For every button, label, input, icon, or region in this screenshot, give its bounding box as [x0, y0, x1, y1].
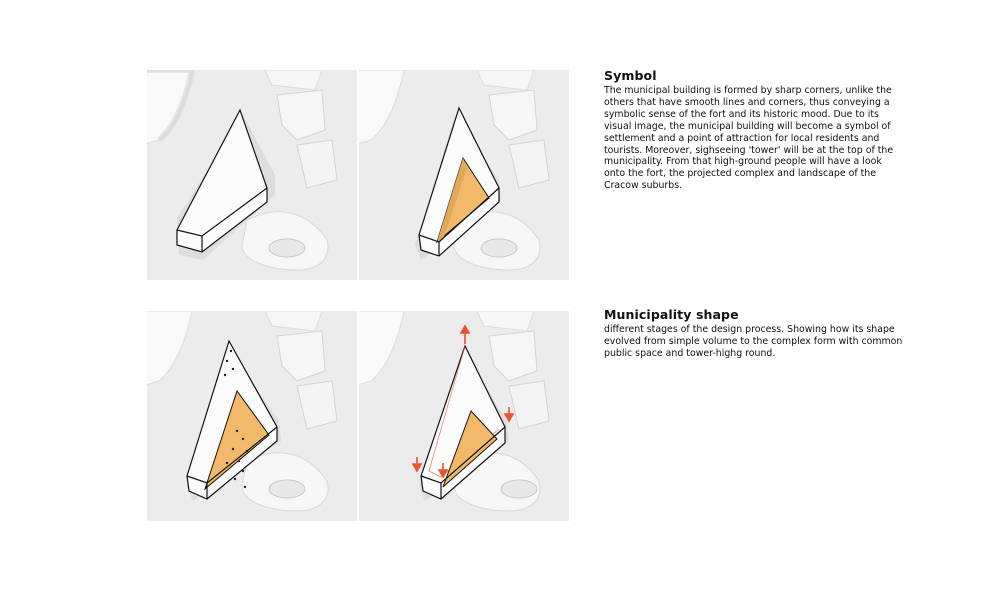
diagram-panel-courtyard: [359, 70, 569, 280]
tower-diagram: [359, 311, 569, 521]
diagram-panel-volume: [147, 70, 357, 280]
symbol-heading: Symbol: [604, 68, 657, 83]
diagram-panel-public-space: [147, 311, 357, 521]
municipality-shape-description: different stages of the design process. Showing how its shape evolved from simple volume to the complex form with common public space and tower-highg round.: [604, 324, 903, 359]
context-pit: [269, 239, 305, 257]
volume-diagram: [147, 70, 357, 280]
municipality-shape-heading: Municipality shape: [604, 307, 739, 322]
courtyard-diagram: [359, 70, 569, 280]
municipality-shape-text-block: [604, 307, 904, 360]
context-pit: [481, 239, 517, 257]
symbol-text-block: [604, 68, 904, 192]
symbol-description: The municipal building is formed by sharp corners, unlike the others that have smooth lines and corners, thus conveying a symbolic sense of the fort and its historic mood. Due to its visual image, the municipal building will become a symbol of settlement and a point of attraction for local residents and tourists. Moreover, sighseeing 'tower' will be at the top of the municipality. From that high-ground people will have a look onto the fort, the projected complex and landscape of the Cracow suburbs.: [604, 85, 894, 192]
context-pit: [269, 480, 305, 498]
public-space-diagram: [147, 311, 357, 521]
diagram-panel-tower: [359, 311, 569, 521]
context-pit: [501, 480, 537, 498]
